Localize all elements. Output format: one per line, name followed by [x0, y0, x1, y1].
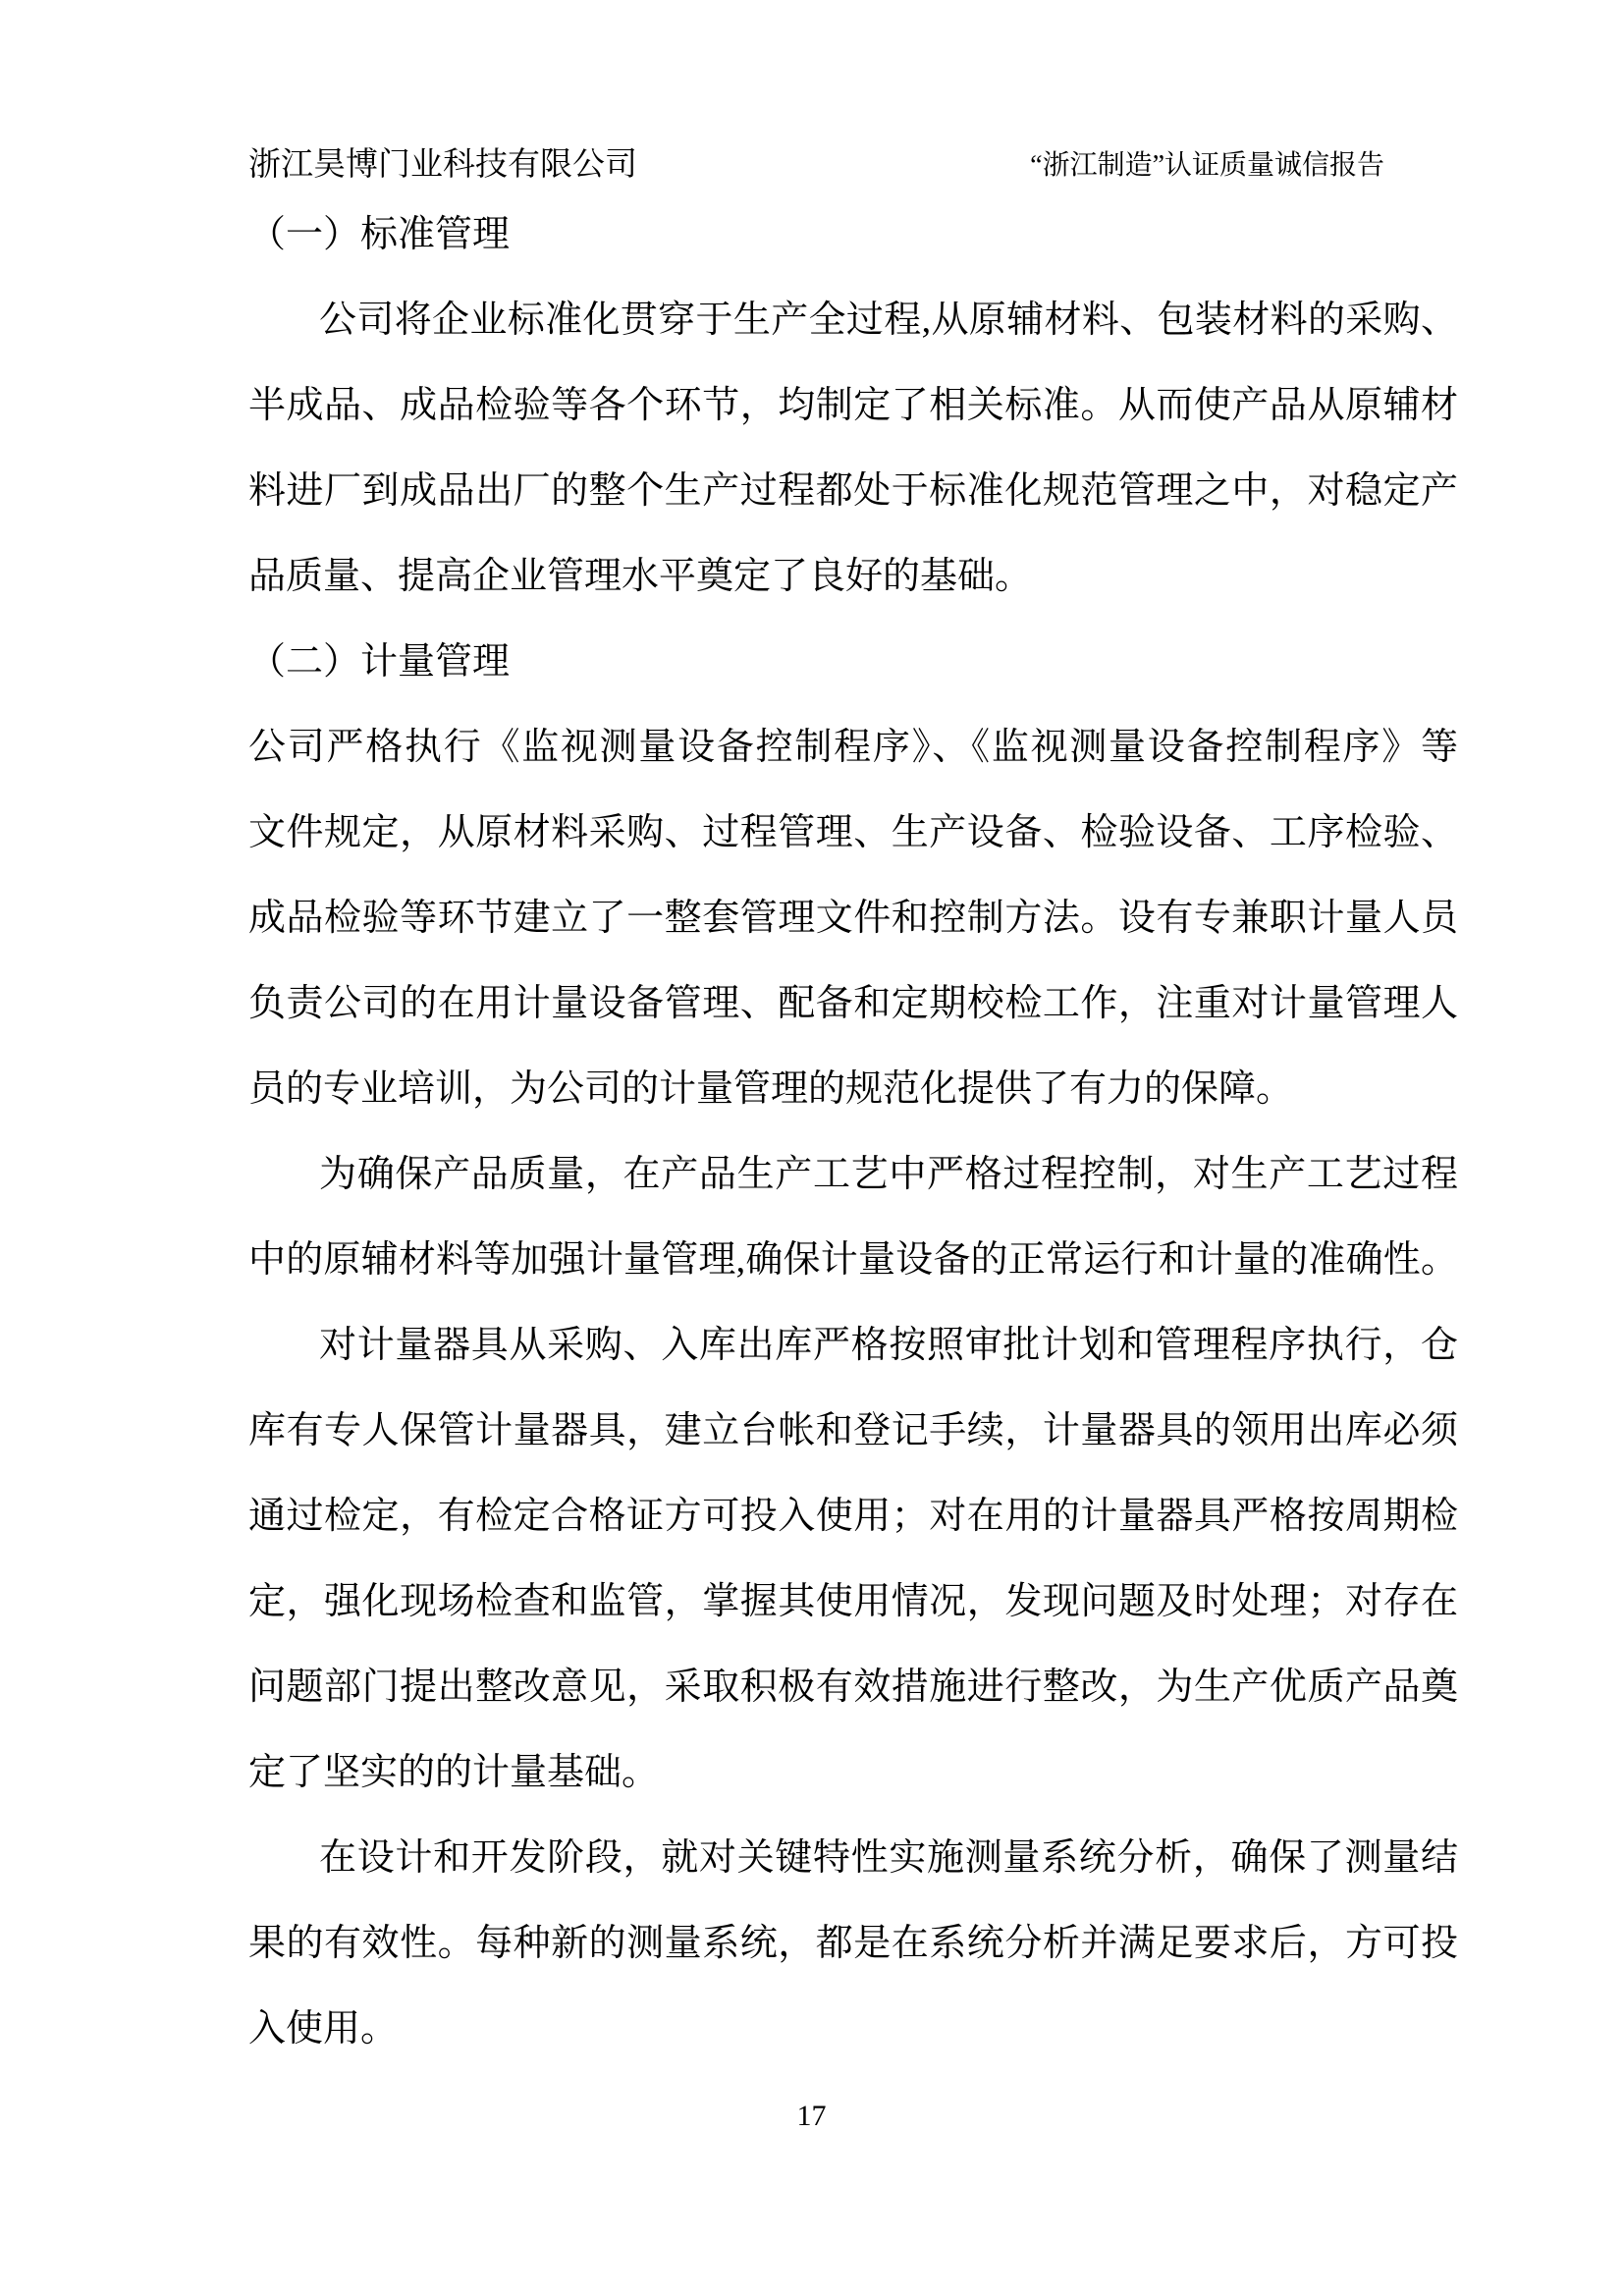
text-line: 入使用。 — [248, 2008, 399, 2050]
page-header — [248, 145, 1458, 185]
text-line: 料进厂到成品出厂的整个生产过程都处于标准化规范管理之中，对稳定产 — [248, 470, 1458, 512]
text-line: 问题部门提出整改意见，采取积极有效措施进行整改，为生产优质产品奠 — [248, 1667, 1458, 1708]
header-report-title: “浙江制造”认证质量诚信报告 — [1030, 150, 1384, 181]
text-line: 公司严格执行《监视测量设备控制程序》、《监视测量设备控制程序》等 — [248, 727, 1458, 768]
text-line: 为确保产品质量，在产品生产工艺中严格过程控制，对生产工艺过程 — [319, 1154, 1458, 1195]
text-line: 定，强化现场检查和监管，掌握其使用情况，发现问题及时处理；对存在 — [248, 1581, 1458, 1622]
text-line: 库有专人保管计量器具，建立台帐和登记手续，计量器具的领用出库必须 — [248, 1410, 1458, 1451]
text-line: 通过检定，有检定合格证方可投入使用；对在用的计量器具严格按周期检 — [248, 1496, 1458, 1537]
text-line: 中的原辅材料等加强计量管理,确保计量设备的正常运行和计量的准确性。 — [248, 1239, 1458, 1281]
text-line: 定了坚实的的计量基础。 — [248, 1752, 660, 1793]
section-heading: （一）标准管理 — [248, 214, 511, 255]
text-line: 成品检验等环节建立了一整套管理文件和控制方法。设有专兼职计量人员 — [248, 898, 1458, 939]
section-heading: （二）计量管理 — [248, 641, 511, 683]
page-number: 17 — [796, 2100, 827, 2132]
text-line: 员的专业培训，为公司的计量管理的规范化提供了有力的保障。 — [248, 1068, 1294, 1110]
text-line: 负责公司的在用计量设备管理、配备和定期校检工作，注重对计量管理人 — [248, 983, 1458, 1024]
text-line: 在设计和开发阶段，就对关键特性实施测量系统分析，确保了测量结 — [319, 1837, 1458, 1879]
document-body — [248, 192, 1458, 2072]
text-line: 文件规定，从原材料采购、过程管理、生产设备、检验设备、工序检验、 — [248, 812, 1458, 853]
text-line: 半成品、成品检验等各个环节，均制定了相关标准。从而使产品从原辅材 — [248, 385, 1458, 426]
text-line: 对计量器具从采购、入库出库严格按照审批计划和管理程序执行，仓 — [319, 1325, 1458, 1366]
text-line: 品质量、提高企业管理水平奠定了良好的基础。 — [248, 556, 1033, 597]
page-footer — [0, 2100, 1623, 2133]
text-line: 果的有效性。每种新的测量系统，都是在系统分析并满足要求后，方可投 — [248, 1923, 1458, 1964]
header-company-name: 浙江昊博门业科技有限公司 — [248, 147, 637, 183]
text-line: 公司将企业标准化贯穿于生产全过程,从原辅材料、包装材料的采购、 — [319, 300, 1458, 341]
